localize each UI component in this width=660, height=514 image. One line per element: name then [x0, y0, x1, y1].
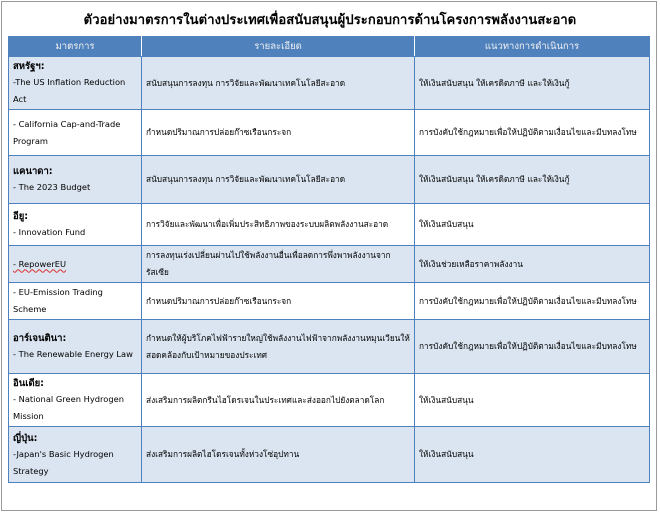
detail-cell: สนับสนุนการลงทุน การวิจัยและพัฒนาเทคโนโลยีสะอาด	[142, 57, 415, 110]
measure-cell	[9, 110, 142, 156]
detail-cell: กำหนดปริมาณการปล่อยก๊าซเรือนกระจก	[142, 110, 415, 156]
measure-name: -Japan's Basic Hydrogen Strategy	[13, 448, 114, 476]
measure-cell	[9, 374, 142, 427]
country-label: อียู:	[13, 211, 29, 222]
country-label: ญี่ปุ่น:	[13, 432, 38, 444]
approach-cell: ให้เงินสนับสนุน	[415, 204, 650, 246]
detail-cell: กำหนดให้ผู้บริโภคไฟฟ้ารายใหญ่ใช้พลังงานไฟฟ้าจากพลังงานหมุนเวียนให้สอดคล้องกับเป้าหมายของประเทศ	[142, 320, 415, 374]
measure-cell	[9, 427, 142, 483]
table-header-row	[9, 37, 650, 57]
measure-name: - RepowerEU	[13, 258, 67, 269]
approach-cell: ให้เงินช่วยเหลือราคาพลังงาน	[415, 246, 650, 283]
country-label: สหรัฐฯ:	[13, 61, 45, 72]
approach-cell: ให้เงินสนับสนุน ให้เครดิตภาษี และให้เงินกู้	[415, 57, 650, 110]
detail-cell: ส่งเสริมการผลิตไฮโดรเจนทั้งห่วงโซ่อุปทาน	[142, 427, 415, 483]
table-row	[9, 156, 650, 204]
table-row	[9, 320, 650, 374]
table-row	[9, 246, 650, 283]
detail-cell: ส่งเสริมการผลิตกรีนไฮโดรเจนในประเทศและส่งออกไปยังตลาดโลก	[142, 374, 415, 427]
document-title: ตัวอย่างมาตรการในต่างประเทศเพื่อสนับสนุนผู้ประกอบการด้านโครงการพลังงานสะอาด	[83, 13, 577, 28]
country-label: อินเดีย:	[13, 378, 44, 389]
detail-cell: การวิจัยและพัฒนาเพื่อเพิ่มประสิทธิภาพของระบบผลิตพลังงานสะอาด	[142, 204, 415, 246]
measure-cell	[9, 320, 142, 374]
measure-name: - The Renewable Energy Law	[13, 349, 133, 359]
measure-cell	[9, 283, 142, 320]
country-label: อาร์เจนตินา:	[13, 333, 67, 344]
table-row	[9, 427, 650, 483]
table-row	[9, 374, 650, 427]
measure-cell	[9, 204, 142, 246]
measure-cell	[9, 156, 142, 204]
header-approach: แนวทางการดำเนินการ	[415, 37, 650, 57]
measure-name: - National Green Hydrogen Mission	[13, 394, 124, 421]
detail-cell: สนับสนุนการลงทุน การวิจัยและพัฒนาเทคโนโลยีสะอาด	[142, 156, 415, 204]
measures-table	[8, 36, 650, 483]
measure-name: - The 2023 Budget	[13, 182, 91, 192]
country-label: แคนาดา:	[13, 166, 53, 177]
measure-name: - California Cap-and-Trade Program	[13, 118, 121, 146]
detail-cell: การลงทุนเร่งเปลี่ยนผ่านไปใช้พลังงานอื่นเพื่อลดการพึ่งพาพลังงานจากรัสเซีย	[142, 246, 415, 283]
measure-name: - EU-Emission Trading Scheme	[13, 287, 103, 314]
approach-cell: การบังคับใช้กฎหมายเพื่อให้ปฏิบัติตามเงื่อนไขและมีบทลงโทษ	[415, 320, 650, 374]
table-row	[9, 204, 650, 246]
table-row	[9, 57, 650, 110]
header-detail: รายละเอียด	[142, 37, 415, 57]
approach-cell: การบังคับใช้กฎหมายเพื่อให้ปฏิบัติตามเงื่อนไขและมีบทลงโทษ	[415, 110, 650, 156]
approach-cell: ให้เงินสนับสนุน	[415, 427, 650, 483]
table-row	[9, 283, 650, 320]
approach-cell: ให้เงินสนับสนุน ให้เครดิตภาษี และให้เงินกู้	[415, 156, 650, 204]
measure-cell	[9, 246, 142, 283]
table-row	[9, 110, 650, 156]
measure-name: - Innovation Fund	[13, 227, 86, 237]
approach-cell: ให้เงินสนับสนุน	[415, 374, 650, 427]
header-measure: มาตรการ	[9, 37, 142, 57]
approach-cell: การบังคับใช้กฎหมายเพื่อให้ปฏิบัติตามเงื่อนไขและมีบทลงโทษ	[415, 283, 650, 320]
measure-name: -The US Inflation Reduction Act	[13, 77, 126, 104]
measure-cell	[9, 57, 142, 110]
detail-cell: กำหนดปริมาณการปล่อยก๊าซเรือนกระจก	[142, 283, 415, 320]
